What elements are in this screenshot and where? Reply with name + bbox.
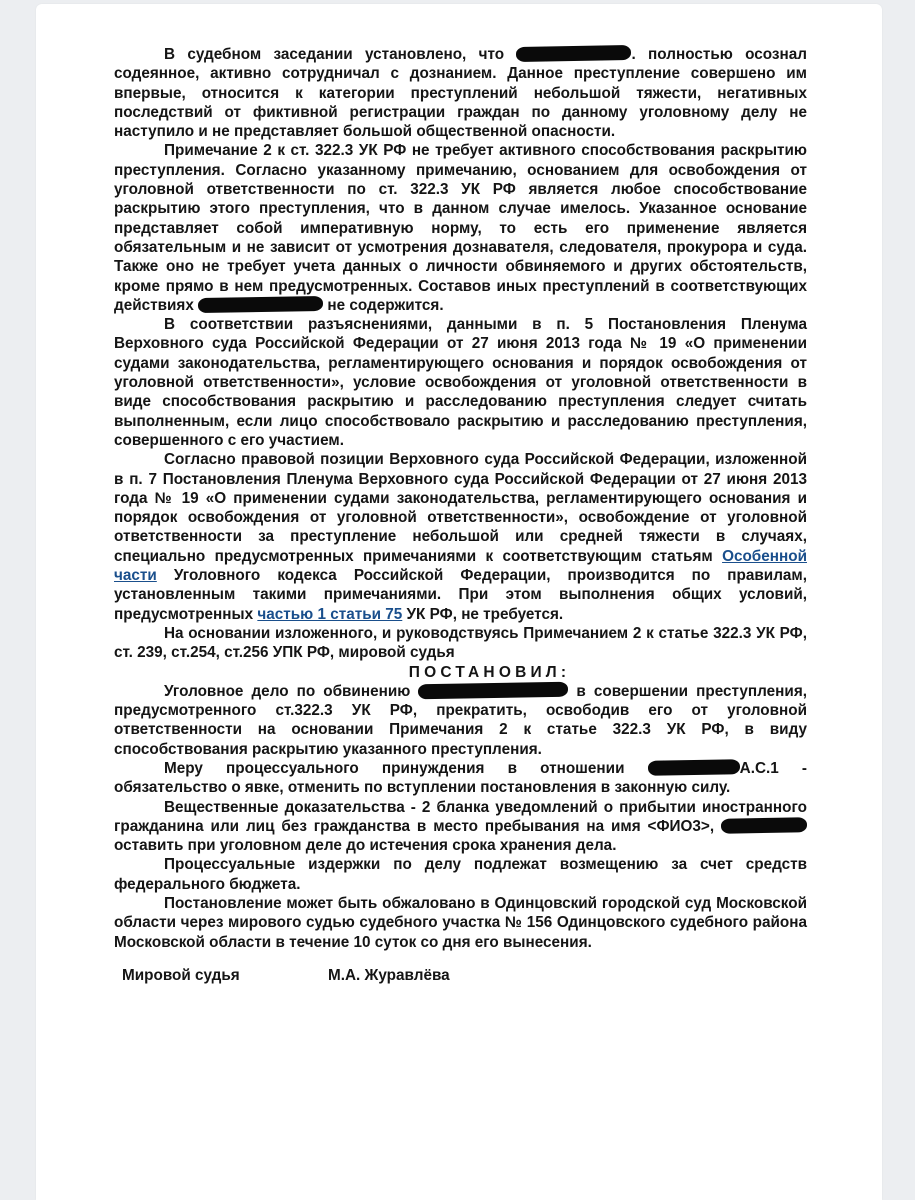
paragraph-text: Примечание 2 к ст. 322.3 УК РФ не требует активного способствования раскрытию преступления. Согласно указанному примечанию, основанием для освобождения от уголовной ответственности по ст. 322.3 УК РФ является любое способствование раскрытию этого преступления, что в данном случае имелось. Указанное основание представляет собой императивную норму, то есть его применение является обязательным и не зависит от усмотрения дознавателя, следователя, прокурора и суда. Также оно не требует учета данных о личности обвиняемого и других обстоятельств, кроме прямо в нем предусмотренных. Составов иных преступлений в соответствующих действиях — [114, 142, 807, 314]
document-page — [36, 4, 882, 1200]
signature-block — [114, 966, 807, 985]
redacted-name — [198, 296, 323, 313]
signature-title: Мировой судья — [122, 966, 240, 984]
paragraph-text: В судебном заседании установлено, что — [164, 46, 505, 63]
paragraph-text: Уголовного кодекса Российской Федерации, производится по правилам, установленным такими примечаниями. При этом выполнения общих условий, предусмотренных — [114, 567, 807, 623]
paragraph-grounds: На основании изложенного, и руководствуясь Примечанием 2 к статье 322.3 УК РФ, ст. 239, ст.254, ст.256 УПК РФ, мировой судья — [114, 624, 807, 662]
signature-name: М.А. Журавлёва — [328, 966, 450, 984]
paragraph-text: А.С.1 - обязательство о явке, отменить по вступлении постановления в законную силу. — [114, 759, 807, 797]
paragraph-text: в совершении преступления, предусмотренного ст.322.3 УК РФ, прекратить, освободив его от уголовной ответственности на основании Примечания 2 к статье 322.3 УК РФ, в виду способствования раскрытию указанного преступления. — [114, 682, 807, 758]
paragraph-text: оставить при уголовном деле до истечения срока хранения дела. — [114, 837, 617, 855]
redacted-name — [418, 681, 568, 699]
paragraph-plenum-p7 — [114, 450, 807, 624]
paragraph-text: УК РФ, не требуется. — [406, 605, 564, 623]
paragraph-plenum-p5: В соответствии разъяснениями, данными в п. 5 Постановления Пленума Верховного суда Российской Федерации от 27 июня 2013 года № 19 «О применении судами законодательства, регламентирующего основания и порядок освобождения от уголовной ответственности», условие освобождения от уголовной ответственности в виде способствования раскрытию и расследованию преступления следует считать выполненным, если лицо способствовало раскрытию и расследованию преступления, совершенного с его участием. — [114, 316, 807, 449]
link-special-part[interactable]: Особенной части — [114, 547, 807, 585]
paragraph-text: не содержится. — [327, 296, 444, 314]
paragraph-appeal: Постановление может быть обжаловано в Одинцовский городской суд Московской области через мирового судью судебного участка № 156 Одинцовского судебного района Московской области в течение 10 суток со дня его вынесения. — [114, 895, 807, 951]
ruling-heading: ПОСТАНОВИЛ: — [408, 663, 571, 681]
redacted-name — [516, 45, 631, 62]
paragraph-coercive-measure — [114, 759, 807, 798]
paragraph-costs: Процессуальные издержки по делу подлежат возмещению за счет средств федерального бюджета. — [114, 856, 807, 893]
paragraph-evidence — [114, 798, 807, 856]
paragraph-text: Уголовное дело по обвинению — [164, 682, 411, 700]
link-article-75[interactable]: частью 1 статьи 75 — [257, 605, 403, 623]
redacted-name — [648, 759, 740, 776]
paragraph-text: Меру процессуального принуждения в отношении — [164, 759, 625, 777]
redacted-name — [721, 817, 807, 833]
paragraph-text: Согласно правовой позиции Верховного суда Российской Федерации, изложенной в п. 7 Постановления Пленума Верховного суда Российской Федерации от 27 июня 2013 года № 19 «О применении судами законодательства, регламентирующего основания и порядок освобождения от уголовной ответственности», освобождение от уголовной ответственности за преступление небольшой или средней тяжести в случаях, специально предусмотренных примечаниями к соответствующим статьям — [114, 451, 807, 565]
paragraph-terminate-case — [114, 682, 807, 759]
paragraph-text: Вещественные доказательства - 2 бланка уведомлений о прибытии иностранного гражданина или лиц без гражданства в место пребывания на имя <ФИО3>, — [114, 798, 807, 835]
paragraph-text: . полностью осознал содеянное, активно сотрудничал с дознанием. Данное преступление совершено им впервые, относится к категории преступлений небольшой тяжести, негативных последствий от фиктивной регистрации граждан по данному уголовному делу не наступило и не представляет большой общественной опасности. — [114, 46, 807, 141]
paragraph-established — [114, 45, 807, 141]
document-body — [114, 45, 807, 985]
paragraph-note-2 — [114, 141, 807, 315]
